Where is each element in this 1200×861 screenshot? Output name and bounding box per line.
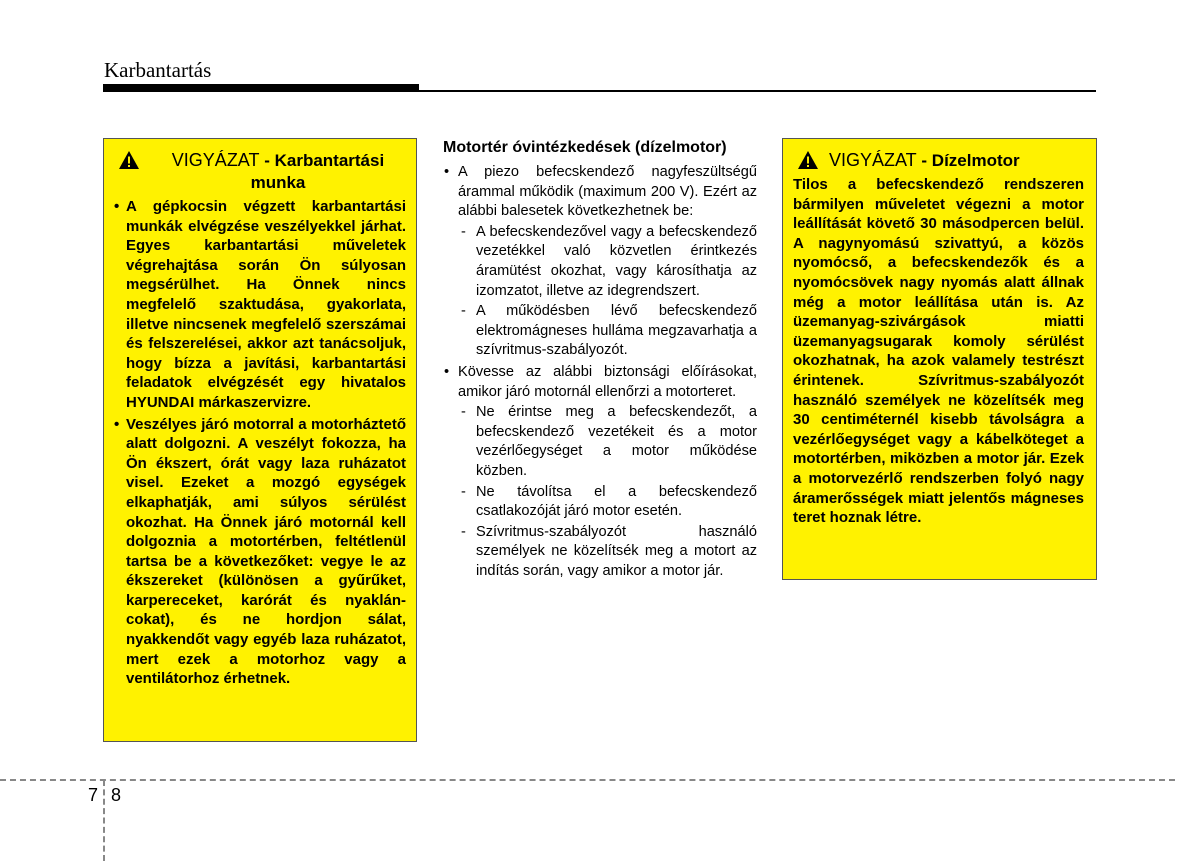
warning-subject: - Karbantartási munka [250, 151, 385, 192]
section-title: Motortér óvintézkedések (dízelmotor) [443, 139, 727, 156]
sub-list-item: - Ne érintse meg a befecskendezőt, a befecskendező vezetékeit és a motor vezérlőegységet a motor működése közben. [458, 403, 757, 481]
sub-list-item: - Ne távolítsa el a befecskendező csatlakozóját járó motor esetén. [458, 483, 757, 522]
sub-list-item: - A működésben lévő befecskendező elektromágneses hulláma megzavarhatja a szívritmus-szabályozót. [458, 302, 757, 361]
page-number: 8 [111, 785, 122, 805]
warning-heading [793, 149, 1084, 172]
warning-label: VIGYÁZAT [829, 150, 917, 170]
list-item [443, 163, 757, 361]
footer-dashed-rule [0, 779, 1175, 781]
warning-box-maintenance [103, 138, 417, 742]
warning-triangle-icon [118, 150, 140, 170]
sub-list [458, 223, 757, 361]
page-header-title: Karbantartás [104, 58, 212, 82]
warning-triangle-icon [797, 150, 819, 170]
warning-list [114, 197, 406, 689]
warning-box-diesel [782, 138, 1097, 580]
list-item [443, 363, 757, 582]
warning-item: • Veszélyes járó motorral a motorháztető alatt dolgozni. A veszélyt fokozza, ha Ön ékszert, órát vagy laza ruházatot visel. Ezeket a mozgó egységek elkaphatják, ami súlyos sérülést okozhat. Ha Önnek járó motornál kell dolgoznia a motortérben, feltétlenül tartsa be a következőket: vegye le az ékszereket (különösen a gyűrűket, karpereceket, karórát és nyakláncokat), és ne hordjon sálat, nyakkendőt vagy egyéb laza ruházatot, mert ezek a motorhoz vagy a ventilátorhoz érhetnek. [114, 415, 406, 689]
precaution-list [443, 163, 757, 581]
warning-heading [114, 149, 406, 194]
sub-list [458, 403, 757, 581]
engine-bay-precautions [443, 138, 757, 581]
warning-item: • A gépkocsin végzett karbantartási munkák elvégzése veszélyekkel járhat. Egyes karbantartási műveletek végrehajtása során Ön súlyosan megsérülhet. Ha Önnek nincs megfelelő szaktudása, gyakorlata, illetve nincsenek megfelelő szerszámai és felszerelései, akkor azt tanácsoljuk, hogy bízza a javítási, karbantartási feladatok elvégzését egy hivatalos HYUNDAI márkaszervizre. [114, 197, 406, 413]
chapter-number: 7 [88, 785, 99, 805]
list-item-text: A piezo befecskendező nagyfeszültségű árammal működik (maximum 200 V). Ezért az alábbi balesetek következhetnek be: [458, 164, 757, 220]
header-rule-thick [103, 84, 419, 92]
list-item-text: Kövesse az alábbi biztonsági előírásokat, amikor járó motornál ellenőrzi a motorteret. [458, 363, 757, 400]
sub-list-item: - A befecskendezővel vagy a befecskendező vezetékkel való közvetlen érintkezés áramütést okozhat, vagy károsíthatja az izomzatot, illetve az idegrendszert. [458, 223, 757, 301]
footer-dashed-divider [103, 780, 105, 861]
warning-label: VIGYÁZAT [171, 150, 260, 170]
header-rule-thin [419, 90, 1096, 92]
warning-subject: - Dízelmotor [916, 151, 1020, 170]
sub-list-item: - Szívritmus-szabályozót használó személyek ne közelítsék meg a motort az indítás során, vagy amikor a motor jár. [458, 523, 757, 582]
warning-text: Tilos a befecskendező rendszeren bármilyen műveletet végezni a motor leállítását követő 30 másodpercen belül. A nagynyomású szivattyú, a közös nyomócső, a befecskendezők és a nyomócsövek nagy nyomás alatt állnak még a motor leállítása után is. Az üzemanyag-szivárgások miatti üzemanyagsugarak komoly sérülést okozhatnak, ha azok valamely testrészt érintenek. Szívritmus-szabályozót használó személyek ne közelítsék meg 30 centiméternél kisebb távolságra a vezérlőegységet vagy a kábelköteget a motortérben, miközben a motor jár. Ezek a motorvezérlő rendszerben folyó nagy áramerősségek miatt jelentős mágneses teret hoznak létre. [793, 176, 1084, 527]
